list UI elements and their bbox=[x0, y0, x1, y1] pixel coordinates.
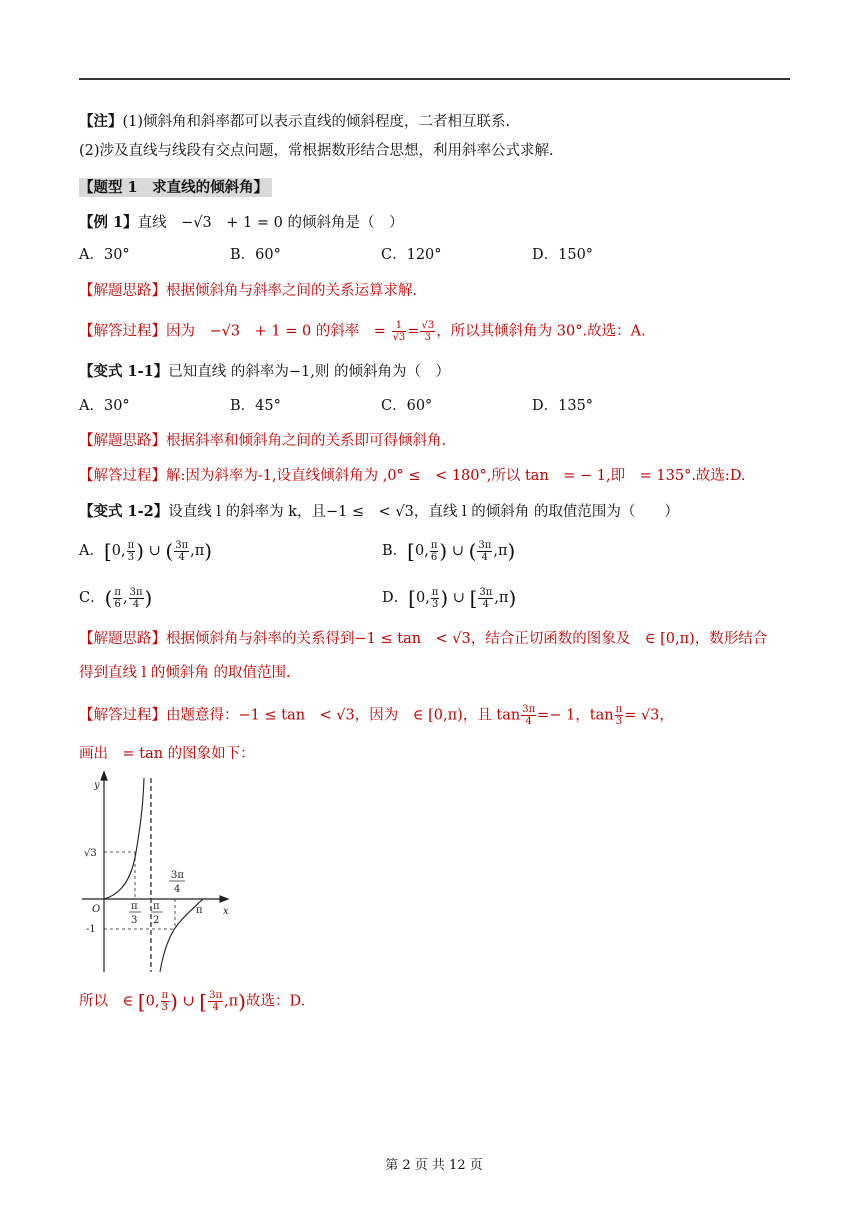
ex1-process-post: ，所以其倾斜角为 30°.故选：A. bbox=[436, 323, 646, 340]
ex1-process: 【解答过程】因为 −√3 + 1 = 0 的斜率 = $\frac{1}{√3}$ = $\frac{√3}{3}$ ，所以其倾斜角为 30°.故选：A. bbox=[79, 320, 646, 343]
v12-question-text: 设直线 l 的斜率为 k，且−1 ≤ < √3，直线 l 的倾斜角 的取值范围为（ ） bbox=[168, 504, 679, 520]
y-label: y bbox=[94, 780, 100, 791]
v12-final: 所以 ∈ [0, $\frac{\pi}{3}$ ) ∪ [ $\frac{3\pi}{4}$ ,π)故选：D. bbox=[79, 989, 306, 1014]
v11-tag: 【变式 1-1】 bbox=[79, 363, 169, 380]
v12-option-b: B．[0, $\frac{\pi}{6}$ ) ∪ ( $\frac{3\pi}{4}$ ,π) bbox=[382, 539, 516, 563]
ex1-idea: 【解题思路】根据倾斜角与斜率之间的关系运算求解. bbox=[79, 283, 418, 299]
ex1-question-text: 直线 −√3 + 1 = 0 的倾斜角是（ ） bbox=[137, 215, 404, 231]
pi2-den: 2 bbox=[153, 915, 160, 926]
v11-option-a: A．30° bbox=[79, 398, 130, 414]
tan-curve-left bbox=[104, 778, 144, 899]
ex1-option-d: D．150° bbox=[532, 247, 594, 263]
v11-process: 【解答过程】解:因为斜率为-1,设直线倾斜角为 ,0° ≤ < 180°,所以 tan = − 1,即 = 135°.故选:D. bbox=[79, 468, 746, 484]
v12-tag: 【变式 1-2】 bbox=[79, 503, 169, 520]
header-rule bbox=[79, 78, 790, 80]
ex1-fraction-a: $\frac{1}{√3}$ bbox=[392, 320, 406, 343]
sqrt3-label: √3 bbox=[84, 848, 97, 859]
ex1-process-pre: 【解答过程】因为 −√3 + 1 = 0 的斜率 = bbox=[79, 323, 386, 340]
v11-option-b: B．45° bbox=[230, 398, 281, 414]
section-title: 【题型 1 求直线的倾斜角】 bbox=[79, 178, 272, 197]
pi-label: π bbox=[196, 905, 203, 916]
y-axis-arrow bbox=[101, 772, 107, 780]
x-label: x bbox=[223, 906, 229, 917]
section-header bbox=[79, 178, 272, 198]
v12-draw-text: 画出 = tan 的图象如下： bbox=[79, 746, 255, 762]
note-tag: 【注】 bbox=[79, 113, 123, 130]
origin-label: O bbox=[92, 904, 101, 915]
ex1-fraction-b: $\frac{√3}{3}$ bbox=[421, 320, 435, 343]
v11-question bbox=[79, 362, 450, 382]
neg1-label: -1 bbox=[86, 924, 96, 935]
v12-idea-line-2: 得到直线 l 的倾斜角 的取值范围. bbox=[79, 665, 291, 681]
pi2-num: π bbox=[153, 901, 160, 912]
note-line-1 bbox=[79, 112, 510, 132]
v12-process: 【解答过程】由题意得：−1 ≤ tan < √3，因为 ∈ [0,π)，且 tan $\frac{3\pi}{4}$ =− 1，tan $\frac{\pi}{3}$ = √3， bbox=[79, 704, 674, 727]
tan-graph bbox=[80, 768, 240, 978]
note-line-2: (2)涉及直线与线段有交点问题，常根据数形结合思想，利用斜率公式求解. bbox=[79, 143, 554, 159]
page-footer: 第 2 页 共 12 页 bbox=[385, 1158, 483, 1173]
v11-question-text: 已知直线 的斜率为−1,则 的倾斜角为（ ） bbox=[168, 364, 450, 380]
3pi4-num: 3π bbox=[171, 870, 184, 881]
x-axis-arrow bbox=[220, 896, 228, 902]
pi3-den: 3 bbox=[131, 915, 138, 926]
3pi4-den: 4 bbox=[174, 884, 181, 895]
v12-idea-line-1: 【解题思路】根据倾斜角与斜率的关系得到−1 ≤ tan < √3，结合正切函数的图象及 ∈ [0,π)，数形结合 bbox=[79, 631, 768, 647]
v11-idea: 【解题思路】根据斜率和倾斜角之间的关系即可得倾斜角. bbox=[79, 433, 447, 449]
note-text-1: (1)倾斜角和斜率都可以表示直线的倾斜程度，二者相互联系. bbox=[122, 114, 511, 130]
ex1-tag: 【例 1】 bbox=[79, 214, 138, 231]
v12-option-d: D．[0, $\frac{\pi}{3}$ ) ∪ [ $\frac{3\pi}{4}$ ,π) bbox=[382, 586, 517, 610]
v12-option-c: C．( $\frac{\pi}{6}$ , $\frac{3\pi}{4}$ ) bbox=[79, 586, 153, 610]
v12-option-a: A．[0, $\frac{\pi}{3}$ ) ∪ ( $\frac{3\pi}{4}$ ,π) bbox=[79, 539, 213, 563]
v12-question bbox=[79, 502, 679, 522]
ex1-question bbox=[79, 213, 403, 233]
pi3-num: π bbox=[131, 901, 138, 912]
v11-option-d: D．135° bbox=[532, 398, 594, 414]
ex1-option-b: B．60° bbox=[230, 247, 281, 263]
ex1-option-c: C．120° bbox=[381, 247, 442, 263]
ex1-option-a: A．30° bbox=[79, 247, 130, 263]
v11-option-c: C．60° bbox=[381, 398, 433, 414]
